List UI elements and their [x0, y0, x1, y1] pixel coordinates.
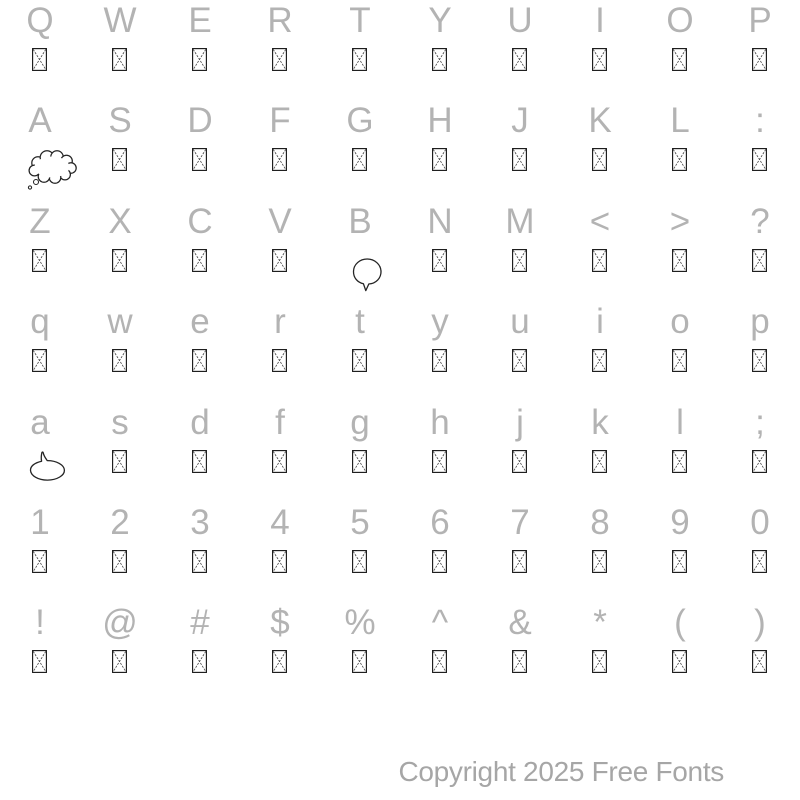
- missing-glyph-box: [80, 47, 160, 104]
- char-label: 2: [110, 502, 130, 542]
- missing-glyph-box: [640, 47, 720, 104]
- char-label: 6: [430, 502, 450, 542]
- missing-glyph-box: [160, 449, 240, 506]
- char-label: ;: [755, 402, 765, 442]
- char-cell: [400, 302, 480, 405]
- char-cell: [480, 1, 560, 104]
- char-cell: [640, 402, 720, 506]
- char-label: l: [676, 402, 684, 442]
- char-label: I: [595, 1, 605, 40]
- char-label: X: [108, 201, 132, 241]
- missing-glyph-box: [640, 549, 720, 606]
- char-cell: [320, 603, 400, 706]
- char-label: *: [593, 603, 607, 643]
- missing-glyph-box: [160, 47, 240, 104]
- char-label: 4: [270, 502, 290, 542]
- missing-glyph-box: [480, 649, 560, 706]
- char-label: ?: [750, 201, 770, 241]
- missing-glyph-box: [400, 549, 480, 606]
- thought-bubble-glyph: [0, 147, 80, 204]
- char-label: !: [35, 603, 45, 643]
- char-label: 7: [510, 502, 530, 542]
- missing-glyph-box: [80, 248, 160, 305]
- charmap-row: [0, 502, 800, 606]
- missing-glyph-box: [720, 147, 800, 204]
- char-cell: [560, 402, 640, 506]
- char-cell: [640, 1, 720, 104]
- char-label: i: [596, 302, 604, 342]
- char-label: J: [511, 101, 529, 141]
- char-label: F: [269, 101, 291, 141]
- missing-glyph-box: [80, 147, 160, 204]
- char-label: V: [268, 201, 292, 241]
- char-label: E: [188, 1, 212, 40]
- char-cell: [480, 402, 560, 506]
- missing-glyph-box: [160, 649, 240, 706]
- char-cell: [640, 201, 720, 305]
- missing-glyph-box: [320, 147, 400, 204]
- missing-glyph-box: [560, 147, 640, 204]
- char-label: $: [270, 603, 290, 643]
- char-cell: [320, 201, 400, 305]
- missing-glyph-box: [160, 248, 240, 305]
- charmap-row: [0, 402, 800, 506]
- missing-glyph-box: [640, 649, 720, 706]
- missing-glyph-box: [720, 549, 800, 606]
- missing-glyph-box: [400, 348, 480, 405]
- char-label: H: [427, 101, 453, 141]
- char-label: ): [754, 603, 766, 643]
- char-label: u: [510, 302, 530, 342]
- missing-glyph-box: [0, 348, 80, 405]
- missing-glyph-box: [480, 449, 560, 506]
- char-label: g: [350, 402, 370, 442]
- missing-glyph-box: [720, 348, 800, 405]
- missing-glyph-box: [560, 348, 640, 405]
- char-cell: [160, 201, 240, 305]
- charmap-row: [0, 201, 800, 305]
- char-label: h: [430, 402, 450, 442]
- speech-bubble-glyph: [320, 248, 400, 305]
- char-cell: [640, 101, 720, 204]
- missing-glyph-box: [240, 47, 320, 104]
- char-label: r: [274, 302, 286, 342]
- missing-glyph-box: [720, 47, 800, 104]
- missing-glyph-box: [720, 248, 800, 305]
- char-cell: [720, 502, 800, 606]
- char-cell: [720, 201, 800, 305]
- char-label: #: [190, 603, 210, 643]
- char-label: w: [107, 302, 133, 342]
- missing-glyph-box: [400, 649, 480, 706]
- char-label: f: [275, 402, 285, 442]
- char-cell: [560, 201, 640, 305]
- char-cell: [320, 502, 400, 606]
- missing-glyph-box: [560, 449, 640, 506]
- missing-glyph-box: [640, 348, 720, 405]
- char-label: @: [102, 603, 138, 643]
- missing-glyph-box: [320, 348, 400, 405]
- char-cell: [560, 502, 640, 606]
- char-cell: [80, 502, 160, 606]
- missing-glyph-box: [80, 549, 160, 606]
- char-label: j: [516, 402, 524, 442]
- missing-glyph-box: [400, 47, 480, 104]
- char-cell: [480, 201, 560, 305]
- char-cell: [720, 603, 800, 706]
- charmap-row: [0, 1, 800, 104]
- char-cell: [0, 1, 80, 104]
- charmap-row: [0, 101, 800, 204]
- char-label: ^: [431, 603, 449, 643]
- missing-glyph-box: [640, 449, 720, 506]
- char-cell: [720, 101, 800, 204]
- missing-glyph-box: [320, 649, 400, 706]
- char-label: U: [507, 1, 533, 40]
- char-label: >: [669, 201, 691, 241]
- char-cell: [0, 201, 80, 305]
- char-cell: [720, 302, 800, 405]
- char-cell: [80, 201, 160, 305]
- char-label: W: [103, 1, 137, 40]
- char-cell: [640, 603, 720, 706]
- char-cell: [400, 603, 480, 706]
- missing-glyph-box: [0, 649, 80, 706]
- char-label: D: [187, 101, 213, 141]
- missing-glyph-box: [160, 147, 240, 204]
- char-label: q: [30, 302, 50, 342]
- missing-glyph-box: [240, 449, 320, 506]
- char-cell: [720, 1, 800, 104]
- char-label: a: [30, 402, 50, 442]
- char-cell: [0, 402, 80, 506]
- char-cell: [160, 402, 240, 506]
- missing-glyph-box: [80, 449, 160, 506]
- missing-glyph-box: [80, 649, 160, 706]
- char-label: G: [346, 101, 374, 141]
- missing-glyph-box: [560, 649, 640, 706]
- char-label: %: [344, 603, 376, 643]
- missing-glyph-box: [720, 649, 800, 706]
- missing-glyph-box: [80, 348, 160, 405]
- char-cell: [80, 603, 160, 706]
- char-cell: [160, 603, 240, 706]
- char-cell: [720, 402, 800, 506]
- char-cell: [160, 502, 240, 606]
- missing-glyph-box: [240, 348, 320, 405]
- char-label: K: [588, 101, 612, 141]
- missing-glyph-box: [240, 248, 320, 305]
- char-cell: [80, 402, 160, 506]
- char-cell: [80, 1, 160, 104]
- char-cell: [400, 201, 480, 305]
- missing-glyph-box: [320, 47, 400, 104]
- char-cell: [240, 603, 320, 706]
- char-cell: [0, 101, 80, 204]
- char-label: M: [505, 201, 535, 241]
- char-label: (: [674, 603, 686, 643]
- char-label: t: [355, 302, 365, 342]
- missing-glyph-box: [400, 248, 480, 305]
- missing-glyph-box: [640, 147, 720, 204]
- char-cell: [480, 603, 560, 706]
- char-cell: [560, 603, 640, 706]
- char-cell: [80, 101, 160, 204]
- char-cell: [400, 101, 480, 204]
- char-cell: [320, 302, 400, 405]
- char-label: k: [591, 402, 609, 442]
- char-cell: [240, 201, 320, 305]
- missing-glyph-box: [320, 549, 400, 606]
- char-label: S: [108, 101, 132, 141]
- char-label: 5: [350, 502, 370, 542]
- char-label: o: [670, 302, 690, 342]
- char-cell: [80, 302, 160, 405]
- char-label: R: [267, 1, 293, 40]
- missing-glyph-box: [560, 47, 640, 104]
- char-label: 0: [750, 502, 770, 542]
- missing-glyph-box: [480, 549, 560, 606]
- char-label: Z: [29, 201, 51, 241]
- char-label: :: [755, 101, 765, 141]
- char-label: O: [666, 1, 694, 40]
- char-label: N: [427, 201, 453, 241]
- char-label: L: [670, 101, 690, 141]
- char-label: Y: [428, 1, 452, 40]
- char-cell: [240, 302, 320, 405]
- char-label: T: [349, 1, 371, 40]
- missing-glyph-box: [0, 549, 80, 606]
- char-label: 1: [30, 502, 50, 542]
- char-cell: [240, 1, 320, 104]
- char-label: s: [111, 402, 129, 442]
- char-label: Q: [26, 1, 54, 40]
- missing-glyph-box: [400, 147, 480, 204]
- missing-glyph-box: [160, 549, 240, 606]
- missing-glyph-box: [240, 147, 320, 204]
- char-label: P: [748, 1, 772, 40]
- missing-glyph-box: [480, 47, 560, 104]
- char-label: d: [190, 402, 210, 442]
- char-cell: [400, 1, 480, 104]
- char-cell: [160, 302, 240, 405]
- oval-speech-bubble-glyph: [0, 449, 80, 506]
- char-label: &: [508, 603, 532, 643]
- missing-glyph-box: [480, 147, 560, 204]
- char-cell: [160, 1, 240, 104]
- char-cell: [560, 101, 640, 204]
- copyright-text: Copyright 2025 Free Fonts: [398, 756, 724, 787]
- char-cell: [480, 302, 560, 405]
- char-cell: [400, 402, 480, 506]
- char-cell: [320, 402, 400, 506]
- char-label: 8: [590, 502, 610, 542]
- char-label: C: [187, 201, 213, 241]
- char-cell: [480, 502, 560, 606]
- char-cell: [320, 101, 400, 204]
- missing-glyph-box: [0, 47, 80, 104]
- char-label: 3: [190, 502, 210, 542]
- char-cell: [0, 302, 80, 405]
- missing-glyph-box: [560, 248, 640, 305]
- char-label: p: [750, 302, 770, 342]
- char-cell: [560, 302, 640, 405]
- char-cell: [240, 502, 320, 606]
- charmap-row: [0, 302, 800, 405]
- char-cell: [640, 502, 720, 606]
- char-cell: [0, 502, 80, 606]
- missing-glyph-box: [160, 348, 240, 405]
- missing-glyph-box: [400, 449, 480, 506]
- missing-glyph-box: [320, 449, 400, 506]
- char-cell: [240, 402, 320, 506]
- missing-glyph-box: [560, 549, 640, 606]
- missing-glyph-box: [480, 248, 560, 305]
- char-cell: [400, 502, 480, 606]
- char-label: 9: [670, 502, 690, 542]
- char-label: A: [28, 101, 52, 141]
- missing-glyph-box: [240, 649, 320, 706]
- char-cell: [0, 603, 80, 706]
- char-label: e: [190, 302, 210, 342]
- missing-glyph-box: [0, 248, 80, 305]
- missing-glyph-box: [640, 248, 720, 305]
- charmap-row: [0, 603, 800, 706]
- char-cell: [320, 1, 400, 104]
- char-cell: [560, 1, 640, 104]
- char-label: y: [431, 302, 449, 342]
- char-cell: [240, 101, 320, 204]
- missing-glyph-box: [720, 449, 800, 506]
- char-cell: [640, 302, 720, 405]
- char-label: B: [348, 201, 372, 241]
- char-cell: [480, 101, 560, 204]
- char-label: <: [589, 201, 611, 241]
- missing-glyph-box: [480, 348, 560, 405]
- char-cell: [160, 101, 240, 204]
- missing-glyph-box: [240, 549, 320, 606]
